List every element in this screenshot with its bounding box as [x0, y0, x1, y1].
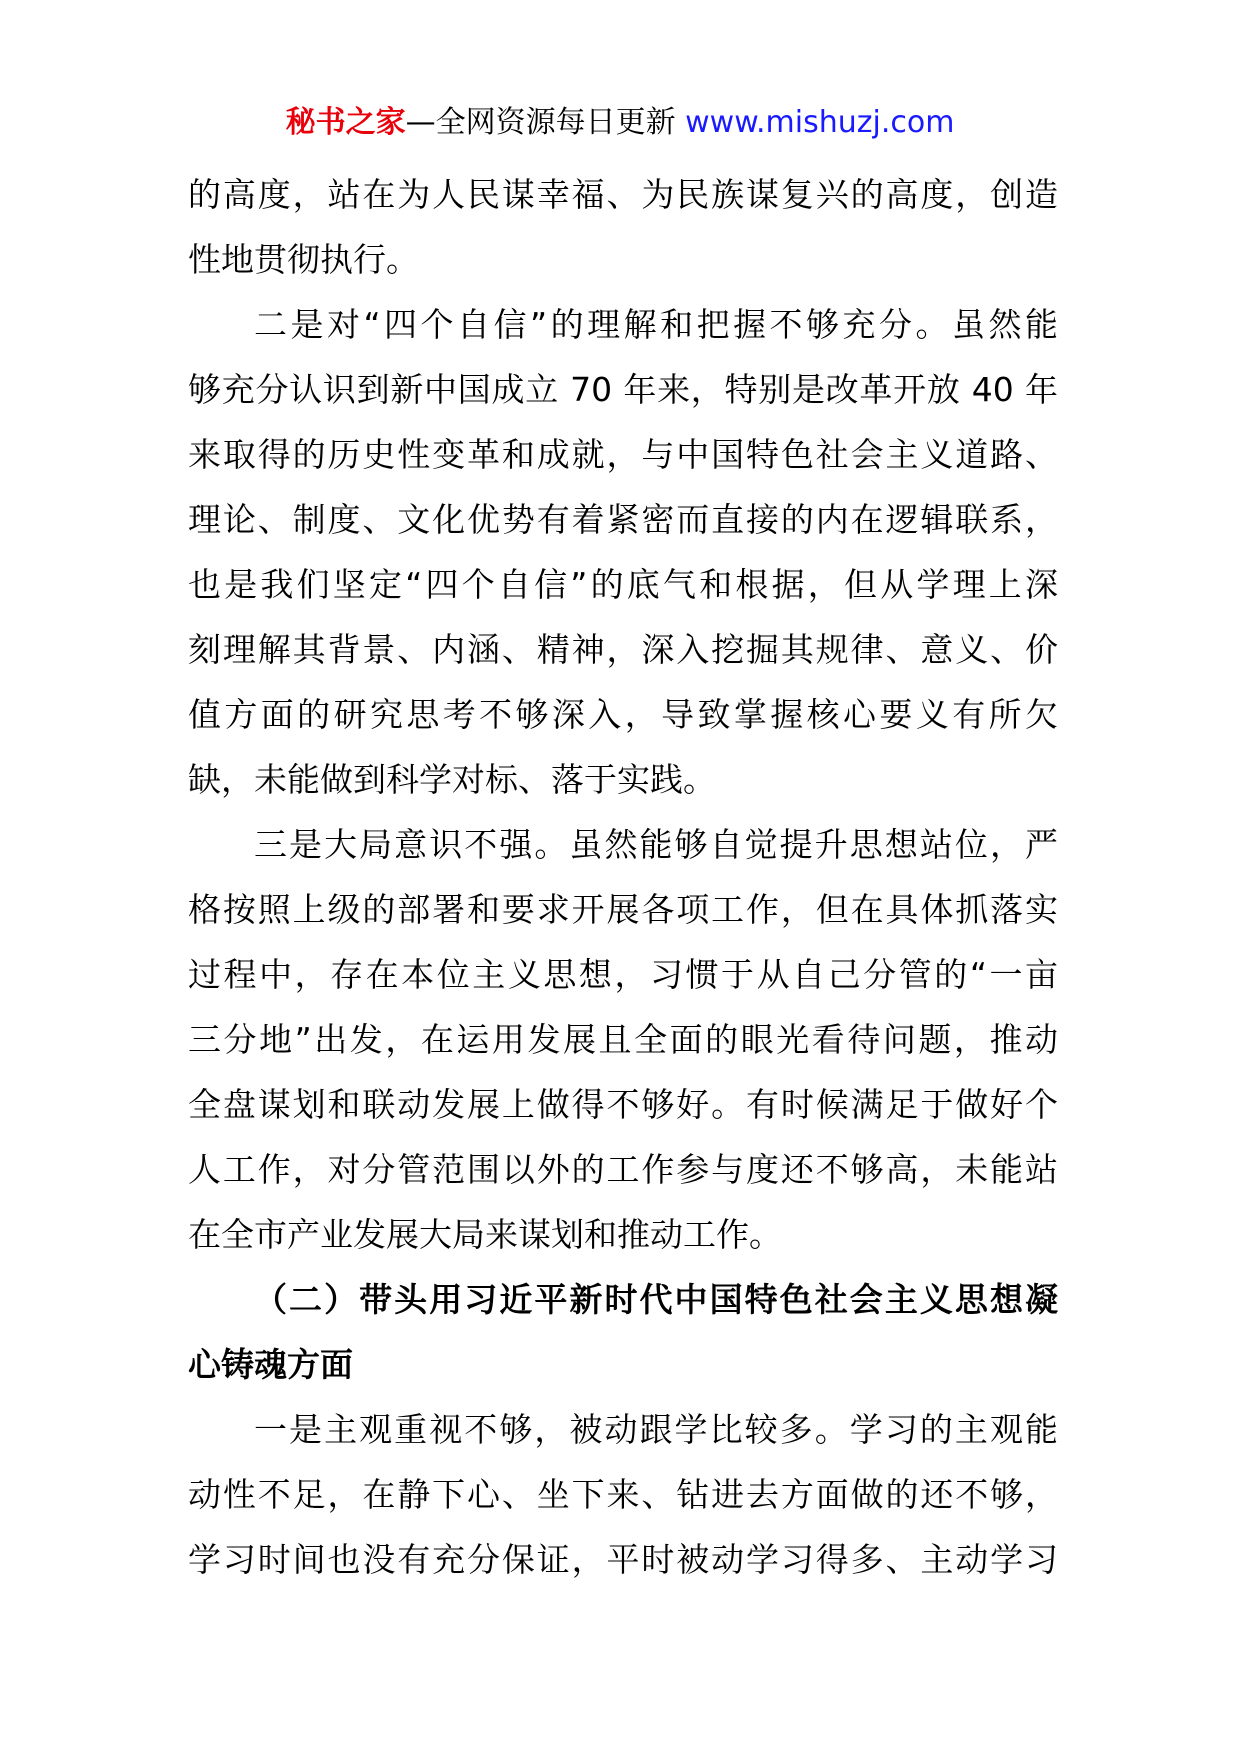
text-line: 来取得的历史性变革和成就，与中国特色社会主义道路、 — [188, 435, 1058, 474]
text-line: 刻理解其背景、内涵、精神，深入挖掘其规律、意义、价 — [188, 630, 1058, 669]
text-line: 过程中，存在本位主义思想，习惯于从自己分管的“一亩 — [188, 955, 1058, 994]
section-heading: （二）带头用习近平新时代中国特色社会主义思想凝 — [254, 1280, 1058, 1319]
text-line: 值方面的研究思考不够深入，导致掌握核心要义有所欠 — [188, 695, 1058, 734]
text-line: 格按照上级的部署和要求开展各项工作，但在具体抓落实 — [188, 890, 1058, 929]
text-line: 学习时间也没有充分保证，平时被动学习得多、主动学习 — [188, 1540, 1058, 1579]
paragraph-start: 二是对“四个自信”的理解和把握不够充分。虽然能 — [254, 305, 1058, 344]
section-heading: 心铸魂方面 — [188, 1345, 353, 1384]
site-url[interactable]: www.mishuzj.com — [685, 105, 955, 140]
brand-name: 秘书之家 — [285, 105, 406, 140]
document-body — [188, 162, 1058, 1592]
text-line: 动性不足，在静下心、坐下来、钻进去方面做的还不够， — [188, 1475, 1058, 1514]
text-line: 的高度，站在为人民谋幸福、为民族谋复兴的高度，创造 — [188, 175, 1058, 214]
paragraph-start: 一是主观重视不够，被动跟学比较多。学习的主观能 — [254, 1410, 1058, 1449]
header-tagline: —全网资源每日更新 — [405, 105, 676, 140]
text-line: 缺，未能做到科学对标、落于实践。 — [188, 760, 716, 799]
paragraph-start: 三是大局意识不强。虽然能够自觉提升思想站位，严 — [254, 825, 1058, 864]
text-line: 性地贯彻执行。 — [188, 240, 419, 279]
text-line: 理论、制度、文化优势有着紧密而直接的内在逻辑联系， — [188, 500, 1058, 539]
text-line: 够充分认识到新中国成立 70 年来，特别是改革开放 40 年 — [188, 370, 1058, 409]
site-header — [0, 101, 1240, 145]
text-line: 也是我们坚定“四个自信”的底气和根据，但从学理上深 — [188, 565, 1058, 604]
text-line: 三分地”出发，在运用发展且全面的眼光看待问题，推动 — [188, 1020, 1058, 1059]
text-line: 在全市产业发展大局来谋划和推动工作。 — [188, 1215, 782, 1254]
text-line: 人工作，对分管范围以外的工作参与度还不够高，未能站 — [188, 1150, 1058, 1189]
text-line: 全盘谋划和联动发展上做得不够好。有时候满足于做好个 — [188, 1085, 1058, 1124]
